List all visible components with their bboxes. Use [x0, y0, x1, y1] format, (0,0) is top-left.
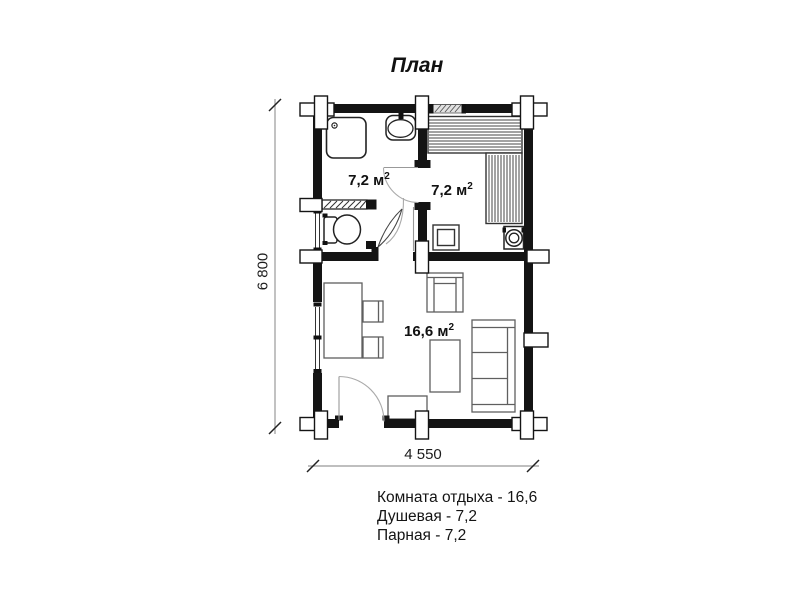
dimension-width-label: 4 550	[404, 446, 442, 463]
log-end-icon	[416, 241, 429, 273]
door-wc	[378, 198, 404, 247]
log-end-icon	[315, 411, 328, 439]
area-sup: 2	[467, 181, 473, 192]
wall-middle-left	[313, 252, 378, 261]
wall-right	[524, 104, 533, 428]
dimension-height-label: 6 800	[254, 252, 272, 291]
legend-line-steam: Парная - 7,2	[377, 527, 467, 544]
window	[313, 209, 322, 252]
sauna-benches	[428, 117, 522, 224]
door-jamb	[415, 202, 431, 210]
area-sup: 2	[448, 322, 455, 333]
window	[429, 104, 466, 114]
log-end-icon	[521, 411, 534, 439]
wall-left	[313, 104, 322, 428]
door-jamb	[415, 160, 431, 168]
log-end-icon	[521, 96, 534, 129]
door-jamb	[366, 241, 376, 249]
log-end-icon	[416, 411, 429, 439]
log-end-icon	[300, 199, 322, 212]
stove	[503, 227, 526, 250]
room-area-shower	[329, 171, 409, 189]
area-value: 7,2 м	[348, 172, 385, 189]
sink	[386, 112, 416, 140]
area-value: 7,2 м	[431, 182, 468, 199]
wall-middle-right	[413, 252, 533, 261]
legend-line-lounge: Комната отдыха - 16,6	[377, 489, 538, 506]
area-value: 16,6 м	[403, 323, 449, 340]
area-sup: 2	[384, 171, 390, 182]
wall-end-cap	[372, 247, 379, 261]
window	[313, 302, 322, 373]
toilet	[323, 214, 361, 246]
room-area-steam	[412, 181, 492, 199]
log-end-icon	[300, 250, 322, 263]
log-end-icon	[416, 96, 429, 129]
coffee-table	[430, 340, 460, 392]
room-area-lounge	[377, 322, 481, 340]
door-entrance	[339, 377, 384, 422]
legend-line-shower: Душевая - 7,2	[377, 508, 478, 525]
chair	[363, 337, 383, 358]
lounge-furniture	[324, 273, 515, 419]
table	[324, 283, 362, 358]
stool	[433, 225, 459, 250]
armchair	[427, 273, 463, 312]
tap-icon	[399, 112, 404, 119]
log-end-icon	[527, 250, 549, 263]
page-title: План	[390, 54, 444, 77]
log-end-icon	[315, 96, 328, 129]
chair	[363, 301, 383, 322]
partition-hatched	[322, 200, 377, 210]
log-end-icon	[524, 333, 548, 347]
wall-bottom-right	[384, 419, 533, 428]
shower-tray	[327, 118, 367, 159]
